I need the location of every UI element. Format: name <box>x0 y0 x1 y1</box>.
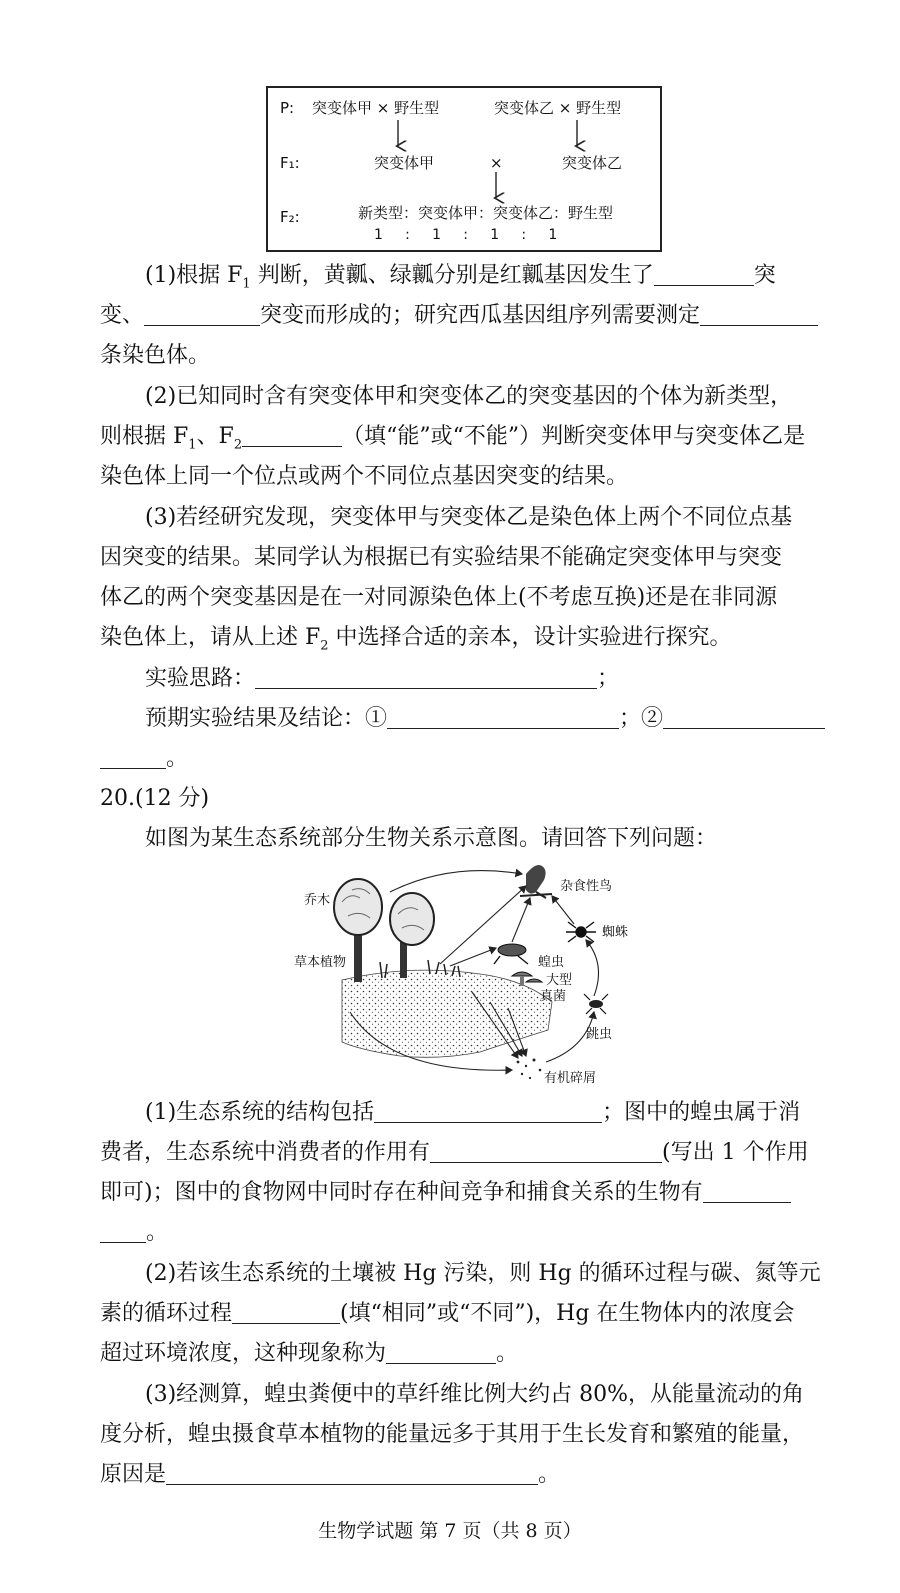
arrow-springtail-to-spider <box>586 940 599 996</box>
label-bird: 杂食性鸟 <box>560 879 613 894</box>
q19-p2-line1: (2)已知同时含有突变体甲和突变体乙的突变基因的个体为新类型， <box>145 384 793 409</box>
label-tree: 乔木 <box>304 893 331 908</box>
answer-blank-consumer-role[interactable] <box>430 1142 662 1163</box>
answer-blank-energy-reason[interactable] <box>166 1464 538 1485</box>
q20-p3-line2: 度分析，蝗虫摄食草本植物的能量远多于其用于生长发育和繁殖的能量， <box>100 1422 805 1447</box>
q20-heading: 20.(12 分) <box>100 786 210 811</box>
q19-p3-line4: 染色体上，请从上述 $F_2$ 中选择合适的亲本，设计实验进行探究。 <box>100 625 732 654</box>
q20-p1-line4: 。 <box>100 1222 168 1244</box>
label-spider: 蜘蛛 <box>602 925 629 940</box>
ecosystem-figure <box>290 852 660 1088</box>
arrow-spider-to-bird <box>552 896 574 924</box>
answer-blank-yellow[interactable] <box>654 265 754 286</box>
f1-cross-sign: × <box>490 154 503 172</box>
q20-p1-line3: 即可)；图中的食物网中同时存在种间竞争和捕食关系的生物有 <box>100 1182 791 1204</box>
answer-blank-can-or-cannot[interactable] <box>242 426 342 447</box>
answer-blank-result-1[interactable] <box>387 708 619 729</box>
springtail-icon <box>584 994 608 1014</box>
q19-p3-line2: 因突变的结果。某同学认为根据已有实验结果不能确定突变体甲与突变 <box>100 545 783 570</box>
q20-p3-line1: (3)经测算，蝗虫粪便中的草纤维比例大约占 80%，从能量流动的角 <box>145 1382 805 1407</box>
q19-p3-line3: 体乙的两个突变基因是在一对同源染色体上(不考虑互换)还是在非同源 <box>100 585 778 610</box>
q19-result-line: 预期实验结果及结论：① ；② <box>145 708 825 730</box>
answer-blank-green[interactable] <box>144 305 260 326</box>
label-fungus-1: 大型 <box>546 973 573 988</box>
q19-p1-line1: (1)根据 $F_1$ 判断，黄瓤、绿瓤分别是红瓤基因发生了 突 <box>145 263 776 292</box>
answer-blank-experiment-idea[interactable] <box>255 668 597 689</box>
f1-right: 突变体乙 <box>562 154 623 172</box>
label-herb: 草本植物 <box>294 955 347 970</box>
p-cross-right: 突变体乙 × 野生型 <box>494 99 622 117</box>
answer-blank-structure[interactable] <box>374 1102 602 1123</box>
answer-blank-same-or-different[interactable] <box>232 1303 340 1324</box>
q19-result-line2: 。 <box>100 748 188 770</box>
q20-p2-line3: 超过环境浓度，这种现象称为 。 <box>100 1341 519 1366</box>
label-detritus: 有机碎屑 <box>544 1071 597 1086</box>
label-springtail: 跳虫 <box>586 1027 613 1042</box>
q20-intro: 如图为某生态系统部分生物关系示意图。请回答下列问题： <box>145 826 718 851</box>
tree-icon <box>334 879 434 982</box>
q20-p1-line1: (1)生态系统的结构包括 ；图中的蝗虫属于消 <box>145 1100 801 1125</box>
arrow-herb-to-locust <box>450 948 496 966</box>
q19-p1-line2: 变、 突变而形成的；研究西瓜基因组序列需要测定 <box>100 305 818 327</box>
q19-p1-line3: 条染色体。 <box>100 343 211 368</box>
answer-blank-result-2-cont[interactable] <box>100 748 166 769</box>
bird-icon <box>520 865 552 898</box>
f2-types: 新类型：突变体甲：突变体乙：野生型 <box>358 204 614 222</box>
f1-generation-label: F₁: <box>280 154 300 172</box>
answer-blank-result-2[interactable] <box>663 708 825 729</box>
q20-p3-line3: 原因是 。 <box>100 1462 561 1487</box>
detritus-icon <box>517 1059 542 1080</box>
answer-blank-competition-predation[interactable] <box>703 1182 791 1203</box>
f1-left: 突变体甲 <box>374 154 435 172</box>
p-generation-label: P: <box>280 99 295 117</box>
answer-blank-competition-predation-cont[interactable] <box>100 1222 146 1243</box>
f2-ratio: 1 : 1 : 1 : 1 <box>374 227 558 243</box>
q19-p2-line3: 染色体上同一个位点或两个不同位点基因突变的结果。 <box>100 464 629 489</box>
label-fungus-2: 真菌 <box>540 989 567 1004</box>
label-locust: 蝗虫 <box>538 955 565 970</box>
answer-blank-biomagnification[interactable] <box>386 1343 496 1364</box>
p-cross-left: 突变体甲 × 野生型 <box>312 99 440 117</box>
q19-idea-line: 实验思路： ； <box>145 666 620 691</box>
f2-generation-label: F₂: <box>280 208 300 226</box>
arrow-locust-to-bird <box>512 898 530 942</box>
q20-p2-line2: 素的循环过程 (填“相同”或“不同”)，Hg 在生物体内的浓度会 <box>100 1301 795 1326</box>
answer-blank-chromosome-count[interactable] <box>700 305 818 326</box>
q20-p2-line1: (2)若该生态系统的土壤被 Hg 污染，则 Hg 的循环过程与碳、氮等元 <box>145 1261 821 1286</box>
spider-icon <box>566 922 596 942</box>
page-footer: 生物学试题 第 7 页（共 8 页） <box>318 1520 582 1542</box>
genetic-cross-diagram <box>266 86 662 252</box>
q20-p1-line2: 费者，生态系统中消费者的作用有 (写出 1 个作用 <box>100 1140 809 1165</box>
arrow-tree-to-bird <box>390 871 522 892</box>
q19-p3-line1: (3)若经研究发现，突变体甲与突变体乙是染色体上两个不同位点基 <box>145 505 793 530</box>
q19-p2-line2: 则根据 $F_1$、$F_2$ （填“能”或“不能”）判断突变体甲与突变体乙是 <box>100 424 806 453</box>
locust-icon <box>494 944 528 964</box>
